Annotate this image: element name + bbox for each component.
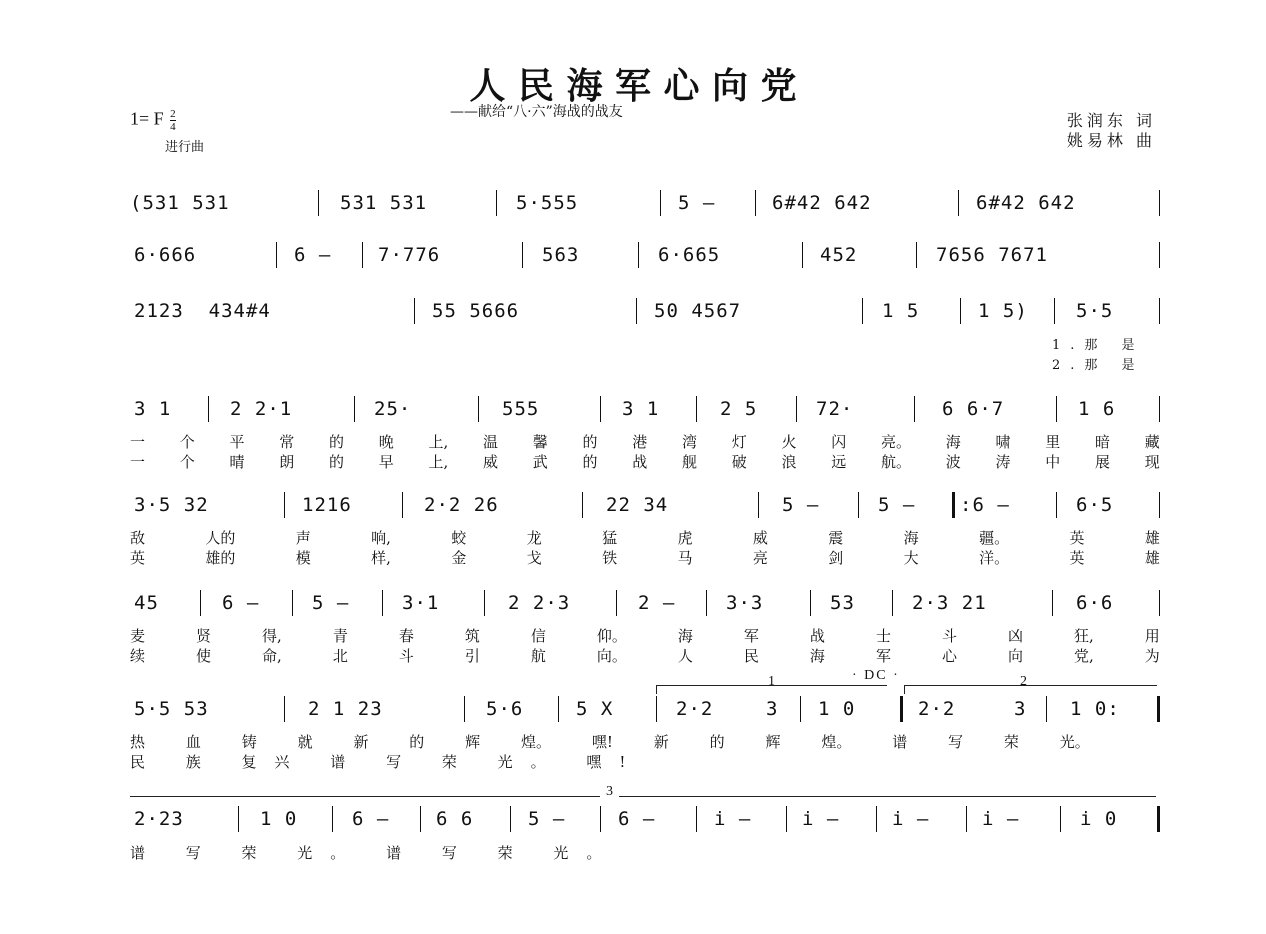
barline [600, 806, 601, 832]
lyric-char: 里 [1045, 433, 1061, 451]
lyric-char: 武 [532, 453, 548, 471]
barline [914, 396, 915, 422]
measure: 25· [374, 398, 412, 420]
barline [966, 806, 967, 832]
lyrics-verse-2-line-2 [130, 547, 1160, 568]
lyric-char: 煌。 [821, 733, 852, 751]
lyrics-verse-2-line-4: 民 族 复兴 谱 写 荣 光。 嘿! [130, 753, 644, 771]
measure: 3 [766, 698, 779, 720]
lyric-char: 响, [371, 529, 391, 547]
measure: i – [802, 808, 840, 830]
barline [558, 696, 559, 722]
barline [1056, 396, 1057, 422]
measure: 6 – [618, 808, 656, 830]
measure: 2 1 23 [308, 698, 383, 720]
lyric-char: 就 [297, 733, 313, 751]
measure: 1 5) [978, 300, 1028, 322]
lyric-char: 斗 [398, 647, 414, 665]
song-subtitle: ——献给“八·六”海战的战友 [450, 104, 623, 120]
time-signature [170, 108, 176, 133]
lyric-char: 人的 [205, 529, 236, 547]
lyric-char: 雄的 [205, 549, 236, 567]
measure: 6 6·7 [942, 398, 1005, 420]
measure: (531 531 [130, 192, 230, 214]
measure: 2 2·1 [230, 398, 293, 420]
measure: :6 – [960, 494, 1010, 516]
lyric-char: 声 [295, 529, 311, 547]
measure: 1 0: [1070, 698, 1120, 720]
lyric-char: 海 [903, 529, 919, 547]
time-denominator: 4 [170, 121, 176, 133]
lyric-char: 一 [130, 433, 146, 451]
lyric-char: 馨 [532, 433, 548, 451]
lyric-char: 蛟 [451, 529, 467, 547]
lyric-char: 模 [295, 549, 311, 567]
lyric-char: 浪 [781, 453, 797, 471]
lyric-char: 现 [1144, 453, 1160, 471]
lyric-char: 血 [185, 733, 201, 751]
lyric-char: 凶 [1007, 627, 1023, 645]
barline [362, 242, 363, 268]
barline [1060, 806, 1061, 832]
lyric-char: 英 [1069, 549, 1085, 567]
lyric-char: 的 [709, 733, 725, 751]
measure: i – [714, 808, 752, 830]
lyric-char: 辉 [765, 733, 781, 751]
measure: 72· [816, 398, 854, 420]
lyric-char: 一 [130, 453, 146, 471]
barline [916, 242, 917, 268]
lyric-char: 航。 [881, 453, 912, 471]
composer-credit: 姚易林 曲 [1066, 131, 1156, 150]
lyric-char: 大 [903, 549, 919, 567]
lyric-char: 雄 [1144, 549, 1160, 567]
lyric-char: 晚 [378, 433, 394, 451]
lyric-char: 个 [179, 453, 195, 471]
lyric-char: 嘿! [591, 733, 613, 751]
lyric-char: 英 [1069, 529, 1085, 547]
lyric-char: 威 [752, 529, 768, 547]
measure: 5·555 [516, 192, 579, 214]
barline [636, 298, 637, 324]
barline [958, 190, 959, 216]
lyric-char: 春 [398, 627, 414, 645]
barline [696, 806, 697, 832]
measure: 1 0 [260, 808, 298, 830]
first-ending-number: 1 [768, 674, 775, 689]
lyric-char: 个 [179, 433, 195, 451]
measure: 3·5 32 [134, 494, 209, 516]
measure: 5 – [678, 192, 716, 214]
measure: 1 0 [818, 698, 856, 720]
barline [332, 806, 333, 832]
barline [1159, 298, 1160, 324]
lyric-char: 疆。 [979, 529, 1010, 547]
measure: 6·5 [1076, 494, 1114, 516]
barline [616, 590, 617, 616]
measure: 1 5 [882, 300, 920, 322]
barline [510, 806, 511, 832]
lyric-char: 啸 [995, 433, 1011, 451]
notation-row-2 [130, 240, 1160, 272]
lyric-char: 虎 [677, 529, 693, 547]
lyric-char: 样, [371, 549, 391, 567]
measure: 2 5 [720, 398, 758, 420]
lyric-char: 平 [229, 433, 245, 451]
lyric-char: 人 [677, 647, 693, 665]
measure: 6#42 642 [976, 192, 1076, 214]
lyric-char: 新 [653, 733, 669, 751]
lyric-char: 舰 [682, 453, 698, 471]
notation-row-1 [130, 188, 1160, 220]
barline [876, 806, 877, 832]
measure: 1216 [302, 494, 352, 516]
notation-row-7 [130, 694, 1160, 726]
lyric-char: 筑 [464, 627, 480, 645]
measure: 6 – [222, 592, 260, 614]
measure: 6·6 [1076, 592, 1114, 614]
measure: 452 [820, 244, 858, 266]
verse-2-label: 2.那 是 [1052, 358, 1145, 373]
lyric-char: 上, [428, 453, 449, 471]
verse-1-label: 1.那 是 [1052, 338, 1145, 353]
end-repeat-barline [1157, 696, 1160, 722]
lyric-char: 金 [451, 549, 467, 567]
lyric-char: 仰。 [596, 627, 627, 645]
barline [420, 806, 421, 832]
barline [960, 298, 961, 324]
measure: 555 [502, 398, 540, 420]
measure: 3·3 [726, 592, 764, 614]
barline [208, 396, 209, 422]
measure: 7·776 [378, 244, 441, 266]
lyric-char: 铁 [602, 549, 618, 567]
barline [600, 396, 601, 422]
measure: i 0 [1080, 808, 1118, 830]
song-title: 人 民 海 军 心 向 党 [469, 65, 797, 107]
barline [284, 492, 285, 518]
barline [354, 396, 355, 422]
lyric-char: 光。 [1059, 733, 1090, 751]
lyric-char: 用 [1144, 627, 1160, 645]
lyric-char: 心 [941, 647, 957, 665]
lyric-char: 湾 [682, 433, 698, 451]
measure: 563 [542, 244, 580, 266]
measure: 5·5 [1076, 300, 1114, 322]
barline [284, 696, 285, 722]
lyric-char: 海 [945, 433, 961, 451]
barline [755, 190, 756, 216]
measure: 55 5666 [432, 300, 520, 322]
lyric-char: 剑 [828, 549, 844, 567]
lyric-char: 士 [875, 627, 891, 645]
notation-row-4 [130, 394, 1160, 426]
measure: 2 2·3 [508, 592, 571, 614]
lyric-char: 战 [809, 627, 825, 645]
barline [1046, 696, 1047, 722]
barline [276, 242, 277, 268]
measure: 53 [830, 592, 855, 614]
repeat-start-barline [952, 492, 955, 518]
measure: 3 [1014, 698, 1027, 720]
lyric-char: 信 [530, 627, 546, 645]
measure: 2·2 [918, 698, 956, 720]
notation-row-3 [130, 296, 1160, 328]
notation-row-5 [130, 490, 1160, 522]
notation-row-8 [130, 804, 1160, 836]
lyric-char: 写 [948, 733, 964, 751]
lyric-char: 火 [781, 433, 797, 451]
lyric-char: 英 [130, 549, 146, 567]
barline [786, 806, 787, 832]
barline [758, 492, 759, 518]
lyric-char: 的 [582, 433, 598, 451]
measure: i – [892, 808, 930, 830]
lyric-char: 港 [632, 433, 648, 451]
triplet-bracket [130, 796, 1156, 797]
lyric-char: 斗 [941, 627, 957, 645]
time-numerator: 2 [170, 108, 176, 120]
barline [582, 492, 583, 518]
lyric-char: 海 [677, 627, 693, 645]
lyric-char: 向 [1007, 647, 1023, 665]
lyric-char: 为 [1144, 647, 1160, 665]
lyric-char: 常 [279, 433, 295, 451]
measure: 6·665 [658, 244, 721, 266]
key-signature [130, 108, 176, 133]
lyric-char: 民 [743, 647, 759, 665]
measure: 2·2 26 [424, 494, 499, 516]
barline [1159, 590, 1160, 616]
lyric-char: 的 [409, 733, 425, 751]
lyric-char: 亮。 [881, 433, 912, 451]
lyric-char: 航 [530, 647, 546, 665]
lyrics-verse-2-line-3 [130, 645, 1160, 666]
lyric-char: 暗 [1095, 433, 1111, 451]
lyric-char: 温 [483, 433, 499, 451]
measure: 5 – [528, 808, 566, 830]
measure: 3 1 [622, 398, 660, 420]
lyricist-credit: 张润东 词 [1066, 111, 1156, 130]
lyric-char: 引 [464, 647, 480, 665]
barline [892, 590, 893, 616]
measure: 2 – [638, 592, 676, 614]
measure: 5 – [878, 494, 916, 516]
barline [796, 396, 797, 422]
lyric-char: 续 [130, 647, 146, 665]
lyric-char: 荣 [1003, 733, 1019, 751]
lyric-char: 军 [743, 627, 759, 645]
lyric-char: 猛 [602, 529, 618, 547]
barline [862, 298, 863, 324]
end-repeat-barline [900, 696, 903, 722]
barline [696, 396, 697, 422]
measure: 5·5 53 [134, 698, 209, 720]
barline [706, 590, 707, 616]
lyric-char: 新 [353, 733, 369, 751]
lyric-char: 戈 [526, 549, 542, 567]
lyric-char: 的 [582, 453, 598, 471]
lyric-char: 战 [632, 453, 648, 471]
barline [238, 806, 239, 832]
barline [292, 590, 293, 616]
measure: 3 1 [134, 398, 172, 420]
lyric-char: 军 [875, 647, 891, 665]
measure: 5 – [782, 494, 820, 516]
barline [660, 190, 661, 216]
measure: 6 – [352, 808, 390, 830]
barline [802, 242, 803, 268]
second-ending-number: 2 [1020, 674, 1027, 689]
measure: 5 – [312, 592, 350, 614]
lyric-char: 破 [731, 453, 747, 471]
lyric-char: 青 [332, 627, 348, 645]
second-ending-bracket [904, 685, 1157, 694]
lyric-char: 震 [828, 529, 844, 547]
lyric-char: 向。 [596, 647, 627, 665]
measure: 2123 434#4 [134, 300, 271, 322]
measure: 7656 7671 [936, 244, 1048, 266]
barline [200, 590, 201, 616]
measure: 2·23 [134, 808, 184, 830]
lyric-char: 北 [332, 647, 348, 665]
lyric-char: 谱 [892, 733, 908, 751]
barline [656, 696, 657, 722]
lyric-char: 麦 [130, 627, 146, 645]
key-label: 1= F [130, 108, 164, 129]
barline [810, 590, 811, 616]
lyric-char: 亮 [752, 549, 768, 567]
lyrics-verse-1-line-4 [130, 731, 1090, 752]
notation-row-6 [130, 588, 1160, 620]
measure: 6 6 [436, 808, 474, 830]
lyric-char: 辉 [465, 733, 481, 751]
barline [638, 242, 639, 268]
barline [318, 190, 319, 216]
measure: 6#42 642 [772, 192, 872, 214]
lyric-char: 洋。 [979, 549, 1010, 567]
barline [496, 190, 497, 216]
measure: 2·3 21 [912, 592, 987, 614]
lyrics-verse-1-line-2 [130, 527, 1160, 548]
lyrics-final-line: 谱 写 荣 光。 谱 写 荣 光。 [130, 844, 620, 862]
barline [858, 492, 859, 518]
barline [1052, 590, 1053, 616]
measure: 6·666 [134, 244, 197, 266]
lyric-char: 远 [831, 453, 847, 471]
measure: 3·1 [402, 592, 440, 614]
lyric-char: 涛 [995, 453, 1011, 471]
measure: 1 6 [1078, 398, 1116, 420]
barline [800, 696, 801, 722]
lyric-char: 早 [378, 453, 394, 471]
barline [414, 298, 415, 324]
dc-marking: · DC · [852, 668, 900, 683]
barline [402, 492, 403, 518]
lyric-char: 海 [809, 647, 825, 665]
lyric-char: 雄 [1144, 529, 1160, 547]
lyric-char: 使 [196, 647, 212, 665]
lyric-char: 威 [483, 453, 499, 471]
lyric-char: 闪 [831, 433, 847, 451]
lyric-char: 展 [1095, 453, 1111, 471]
final-barline [1157, 806, 1160, 832]
lyric-char: 党, [1073, 647, 1094, 665]
lyric-char: 马 [677, 549, 693, 567]
lyric-char: 贤 [196, 627, 212, 645]
lyric-char: 命, [262, 647, 282, 665]
lyric-char: 铸 [241, 733, 257, 751]
barline [484, 590, 485, 616]
lyric-char: 敌 [130, 529, 146, 547]
measure: 50 4567 [654, 300, 742, 322]
barline [478, 396, 479, 422]
lyric-char: 朗 [279, 453, 295, 471]
barline [1159, 190, 1160, 216]
measure: 6 – [294, 244, 332, 266]
lyric-char: 藏 [1144, 433, 1160, 451]
measure: 531 531 [340, 192, 428, 214]
lyric-char: 波 [945, 453, 961, 471]
measure: 2·2 [676, 698, 714, 720]
lyric-char: 中 [1045, 453, 1061, 471]
measure: 5 X [576, 698, 614, 720]
lyric-char: 灯 [731, 433, 747, 451]
barline [1056, 492, 1057, 518]
barline [1159, 492, 1160, 518]
lyrics-verse-1-line-1 [130, 431, 1160, 452]
lyric-char: 狂, [1073, 627, 1094, 645]
lyric-char: 得, [262, 627, 282, 645]
barline [382, 590, 383, 616]
lyric-char: 晴 [229, 453, 245, 471]
measure: 45 [134, 592, 159, 614]
lyric-char: 煌。 [521, 733, 552, 751]
triplet-number: 3 [600, 784, 619, 800]
measure: i – [982, 808, 1020, 830]
lyric-char: 上, [428, 433, 449, 451]
barline [522, 242, 523, 268]
barline [1159, 396, 1160, 422]
tempo-marking: 进行曲 [165, 140, 205, 155]
measure: 5·6 [486, 698, 524, 720]
lyric-char: 龙 [526, 529, 542, 547]
lyric-char: 热 [130, 733, 146, 751]
measure: 22 34 [606, 494, 669, 516]
barline [1054, 298, 1055, 324]
lyrics-verse-1-line-3 [130, 625, 1160, 646]
lyric-char: 的 [329, 433, 345, 451]
lyrics-verse-2-line-1 [130, 451, 1160, 472]
barline [464, 696, 465, 722]
lyric-char: 的 [329, 453, 345, 471]
barline [1159, 242, 1160, 268]
